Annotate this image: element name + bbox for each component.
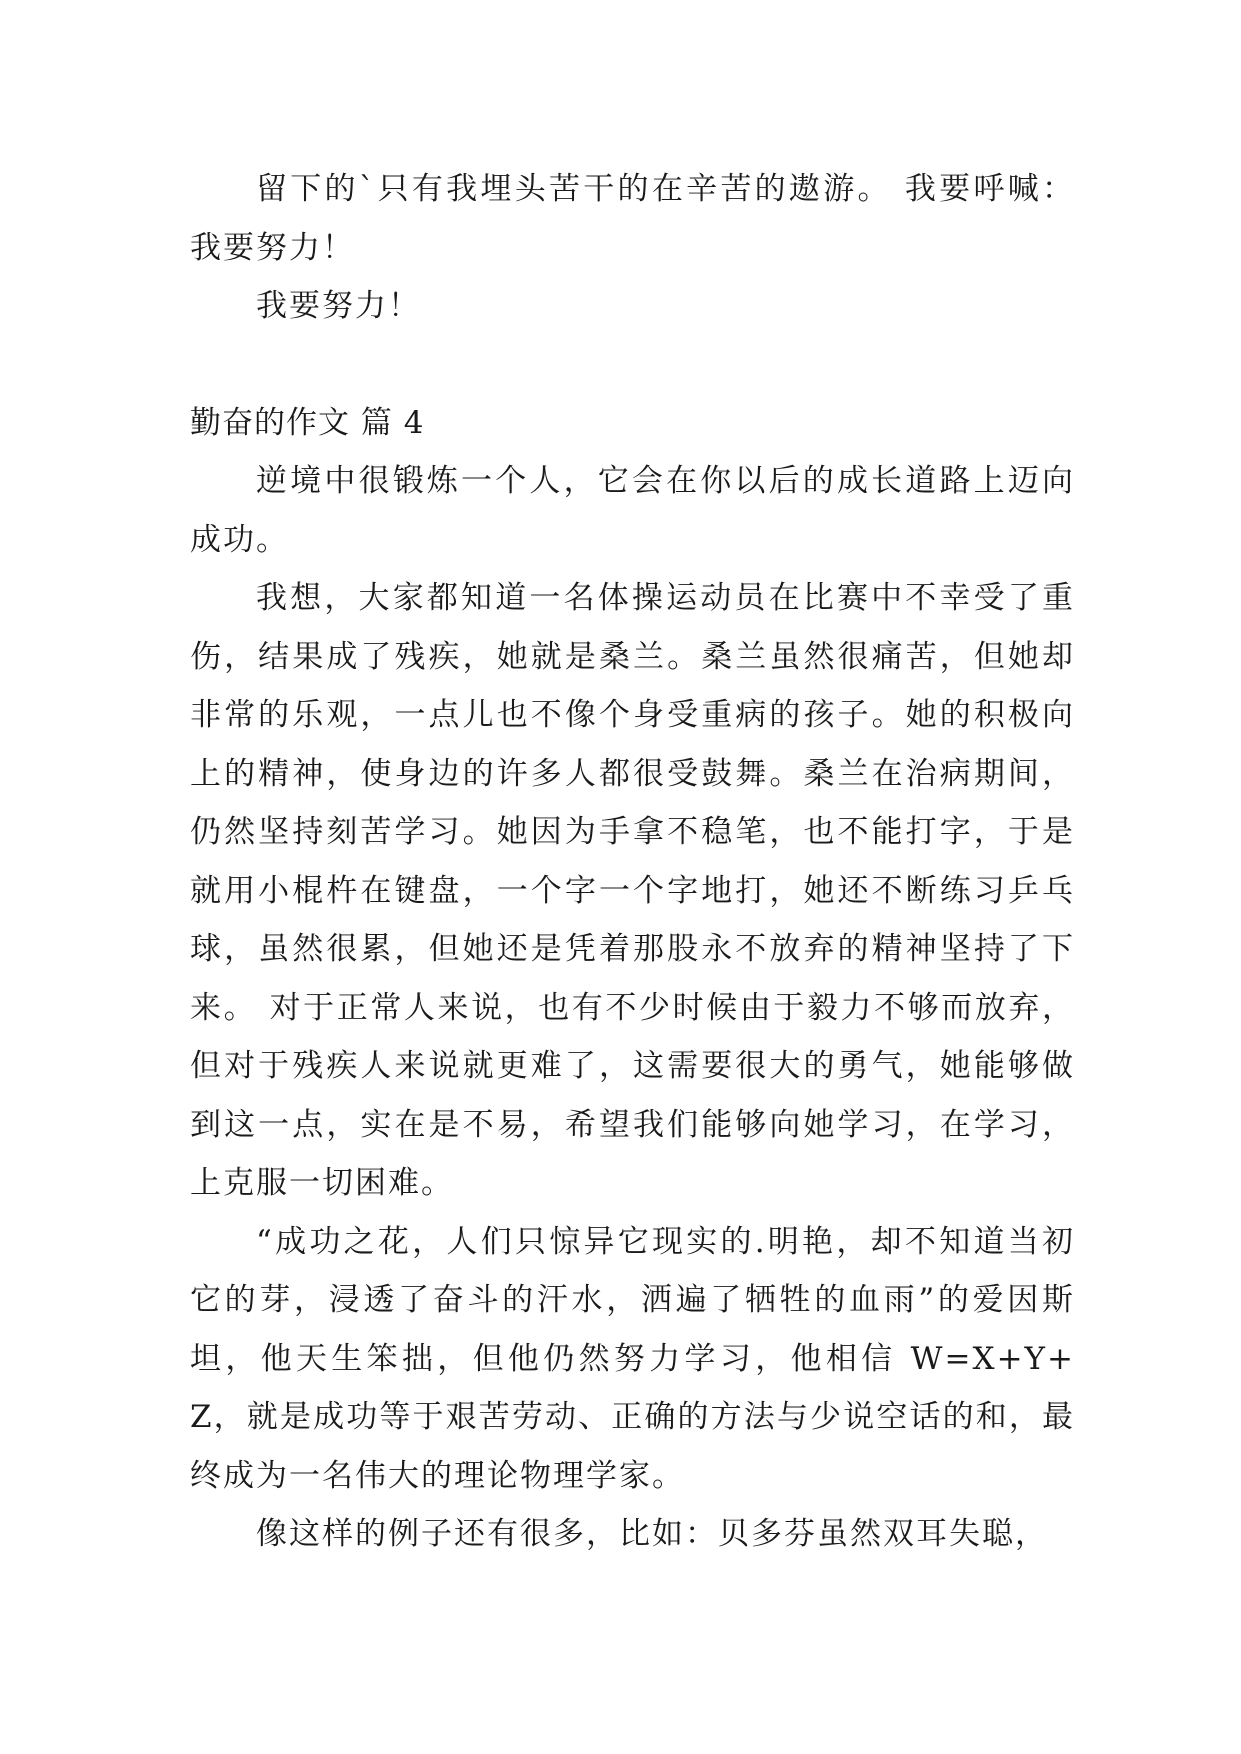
paragraph: 留下的`只有我埋头苦干的在辛苦的遨游。 我要呼喊：我要努力！: [190, 171, 1075, 266]
paragraph: 我想，大家都知道一名体操运动员在比赛中不幸受了重伤，结果成了残疾，她就是桑兰。桑兰虽然很痛苦，但她却非常的乐观，一点儿也不像个身受重病的孩子。她的积极向上的精神，使身边的许多人都很受鼓舞。桑兰在治病期间，仍然坚持刻苦学习。她因为手拿不稳笔，也不能打字，于是就用小棍杵在键盘，一个字一个字地打，她还不断练习乒乓球，虽然很累，但她还是凭着那股永不放弃的精神坚持了下来。 对于正常人来说，也有不少时候由于毅力不够而放弃，但对于残疾人来说就更难了，这需要很大的勇气，她能够做到这一点，实在是不易，希望我们能够向她学习，在学习，上克服一切困难。: [190, 580, 1075, 1201]
paragraph: 像这样的例子还有很多，比如：贝多芬虽然双耳失聪，: [256, 1516, 1048, 1552]
paragraph: “成功之花，人们只惊异它现实的.明艳，却不知道当初它的芽，浸透了奋斗的汗水，洒遍了牺牲的血雨”的爱因斯坦，他天生笨拙，但他仍然努力学习，他相信 W=X+Y+Z，就是成功等于艰苦劳动、正确的方法与少说空话的和，最终成为一名伟大的理论物理学家。: [190, 1223, 1075, 1494]
paragraph: 我要努力！: [256, 288, 421, 324]
paragraph: 逆境中很锻炼一个人，它会在你以后的成长道路上迈向成功。: [190, 463, 1075, 558]
section-heading: 勤奋的作文 篇 4: [190, 404, 425, 441]
document-body: [190, 160, 1075, 1564]
